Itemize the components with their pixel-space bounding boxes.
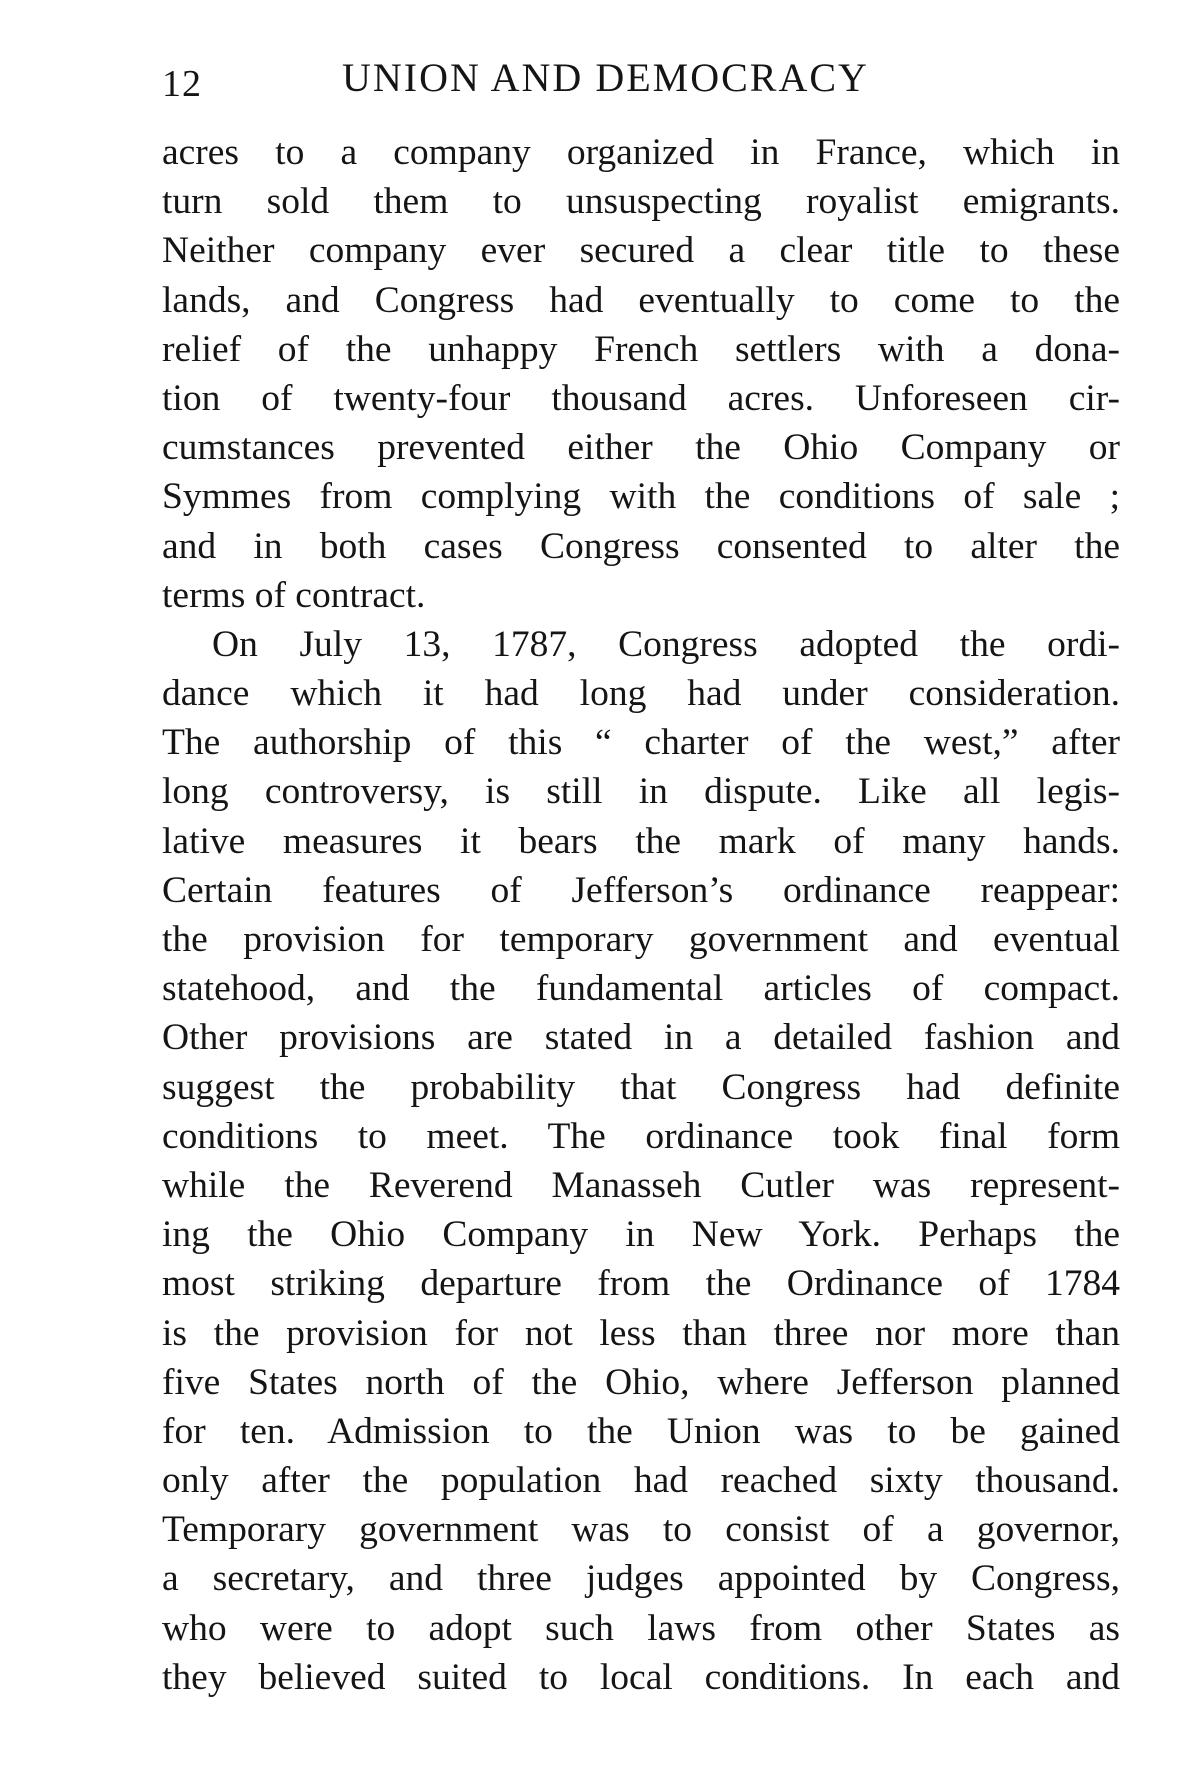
- text-line: Other provisions are stated in a detailed fashion and: [162, 1017, 1120, 1059]
- text-line: is the provision for not less than three nor more than: [162, 1312, 1120, 1354]
- text-line: five States north of the Ohio, where Jefferson planned: [162, 1361, 1120, 1403]
- text-line: statehood, and the fundamental articles of compact.: [162, 968, 1120, 1010]
- text-line: Temporary government was to consist of a governor,: [162, 1509, 1120, 1551]
- text-line: lands, and Congress had eventually to come to the: [162, 279, 1120, 321]
- text-line: acres to a company organized in France, which in: [162, 132, 1120, 173]
- text-line: On July 13, 1787, Congress adopted the ordi-: [212, 623, 1120, 665]
- body-text: [162, 128, 1120, 1702]
- text-line: tion of twenty-four thousand acres. Unforeseen cir-: [162, 377, 1120, 419]
- text-line: only after the population had reached sixty thousand.: [162, 1460, 1120, 1502]
- text-line: they believed suited to local conditions. In each and: [162, 1656, 1120, 1698]
- text-line: Certain features of Jefferson’s ordinance reappear:: [162, 869, 1120, 911]
- paragraph: [162, 128, 1120, 620]
- text-line: a secretary, and three judges appointed by Congress,: [162, 1558, 1120, 1600]
- text-line: Symmes from complying with the conditions of sale ;: [162, 476, 1120, 518]
- text-line: for ten. Admission to the Union was to be gained: [162, 1410, 1120, 1452]
- text-line: cumstances prevented either the Ohio Company or: [162, 427, 1120, 469]
- text-line: terms of contract.: [162, 574, 426, 616]
- text-line: the provision for temporary government and eventual: [162, 919, 1120, 960]
- text-line: ing the Ohio Company in New York. Perhaps the: [162, 1214, 1120, 1256]
- text-line: most striking departure from the Ordinance of 1784: [162, 1263, 1120, 1305]
- page-header: [162, 50, 1062, 120]
- text-line: who were to adopt such laws from other States as: [162, 1607, 1120, 1649]
- text-line: suggest the probability that Congress had definite: [162, 1066, 1120, 1108]
- text-line: long controversy, is still in dispute. Like all legis-: [162, 771, 1120, 813]
- page-number: 12: [162, 63, 202, 105]
- text-line: Neither company ever secured a clear title to these: [162, 230, 1120, 272]
- text-line: relief of the unhappy French settlers with a dona-: [162, 328, 1120, 370]
- text-line: dance which it had long had under consideration.: [162, 673, 1120, 715]
- running-title: UNION AND DEMOCRACY: [342, 55, 869, 100]
- text-line: turn sold them to unsuspecting royalist emigrants.: [162, 181, 1120, 223]
- text-line: while the Reverend Manasseh Cutler was represent-: [162, 1164, 1120, 1206]
- text-line: lative measures it bears the mark of many hands.: [162, 820, 1120, 862]
- text-line: The authorship of this “ charter of the west,” after: [162, 722, 1120, 764]
- text-line: and in both cases Congress consented to alter the: [162, 525, 1120, 567]
- paragraph: [162, 620, 1120, 1702]
- text-line: conditions to meet. The ordinance took final form: [162, 1115, 1120, 1157]
